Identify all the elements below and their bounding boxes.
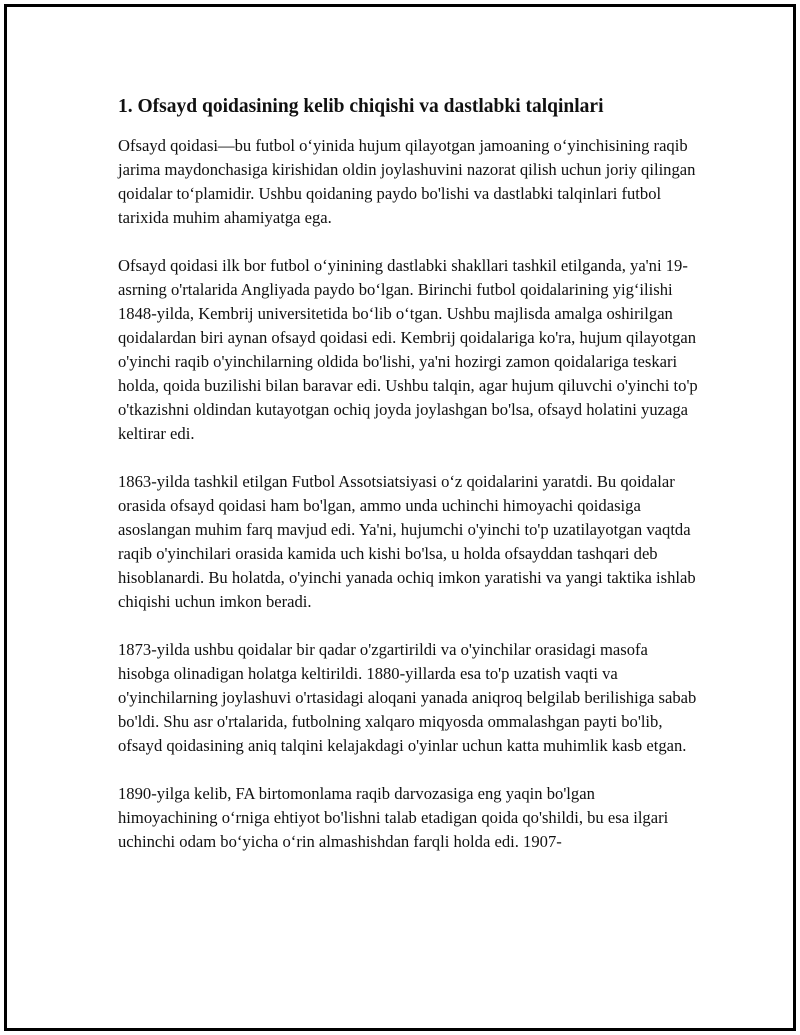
paragraph-1: Ofsayd qoidasi—bu futbol o‘yinida hujum qilayotgan jamoaning o‘yinchisining raqib jarima maydonchasiga kirishidan oldin joylashuvini nazorat qilish uchun joriy qilingan qoidalar to‘plamidir. Ushbu qoidaning paydo bo'lishi va dastlabki talqinlari futbol tarixida muhim ahamiyatga ega.: [118, 136, 696, 227]
section-heading: 1. Ofsayd qoidasining kelib chiqishi va dastlabki talqinlari: [118, 96, 604, 117]
paragraph-2: Ofsayd qoidasi ilk bor futbol o‘yinining dastlabki shakllari tashkil etilganda, ya'ni 19-asrning o'rtalarida Angliyada paydo bo‘lgan. Birinchi futbol qoidalarining yig‘ilishi 1848-yilda, Kembrij universitetida bo‘lib o‘tgan. Ushbu majlisda amalga oshirilgan qoidalardan biri aynan ofsayd qoidasi edi. Kembrij qoidalariga ko'ra, hujum qilayotgan o'yinchi raqib o'yinchilarning oldida bo'lishi, ya'ni hozirgi zamon qoidalariga teskari holda, qoida buzilishi bilan baravar edi. Ushbu talqin, agar hujum qiluvchi o'yinchi to'p o'tkazishni oldindan kutayotgan ochiq joyda joylashgan bo'lsa, ofsayd holatini yuzaga keltirar edi.: [118, 256, 698, 443]
paragraph-5: 1890-yilga kelib, FA birtomonlama raqib darvozasiga eng yaqin bo'lgan himoyachining o‘rniga ehtiyot bo'lishni talab etadigan qoida qo'shildi, bu esa ilgari uchinchi odam bo‘yicha o‘rin almashishdan farqli holda edi. 1907-: [118, 784, 669, 851]
document-body: [118, 94, 698, 878]
paragraph-4: 1873-yilda ushbu qoidalar bir qadar o'zgartirildi va o'yinchilar orasidagi masofa hisobga olinadigan holatga keltirildi. 1880-yillarda esa to'p uzatish vaqti va o'yinchilarning joylashuvi o'rtasidagi aloqani yanada aniqroq belgilab berilishiga sabab bo'ldi. Shu asr o'rtalarida, futbolning xalqaro miqyosda ommalashgan payti bo'lib, ofsayd qoidasining aniq talqini kelajakdagi o'yinlar uchun katta muhimlik kasb etgan.: [118, 640, 697, 755]
paragraph-3: 1863-yilda tashkil etilgan Futbol Assotsiatsiyasi o‘z qoidalarini yaratdi. Bu qoidalar orasida ofsayd qoidasi ham bo'lgan, ammo unda uchinchi himoyachi qoidasiga asoslangan muhim farq mavjud edi. Ya'ni, hujumchi o'yinchi to'p uzatilayotgan vaqtda raqib o'yinchilari orasida kamida uch kishi bo'lsa, u holda ofsayddan tashqari deb hisoblanardi. Bu holatda, o'yinchi yanada ochiq imkon yaratishi va yangi taktika ishlab chiqishi uchun imkon beradi.: [118, 472, 696, 611]
